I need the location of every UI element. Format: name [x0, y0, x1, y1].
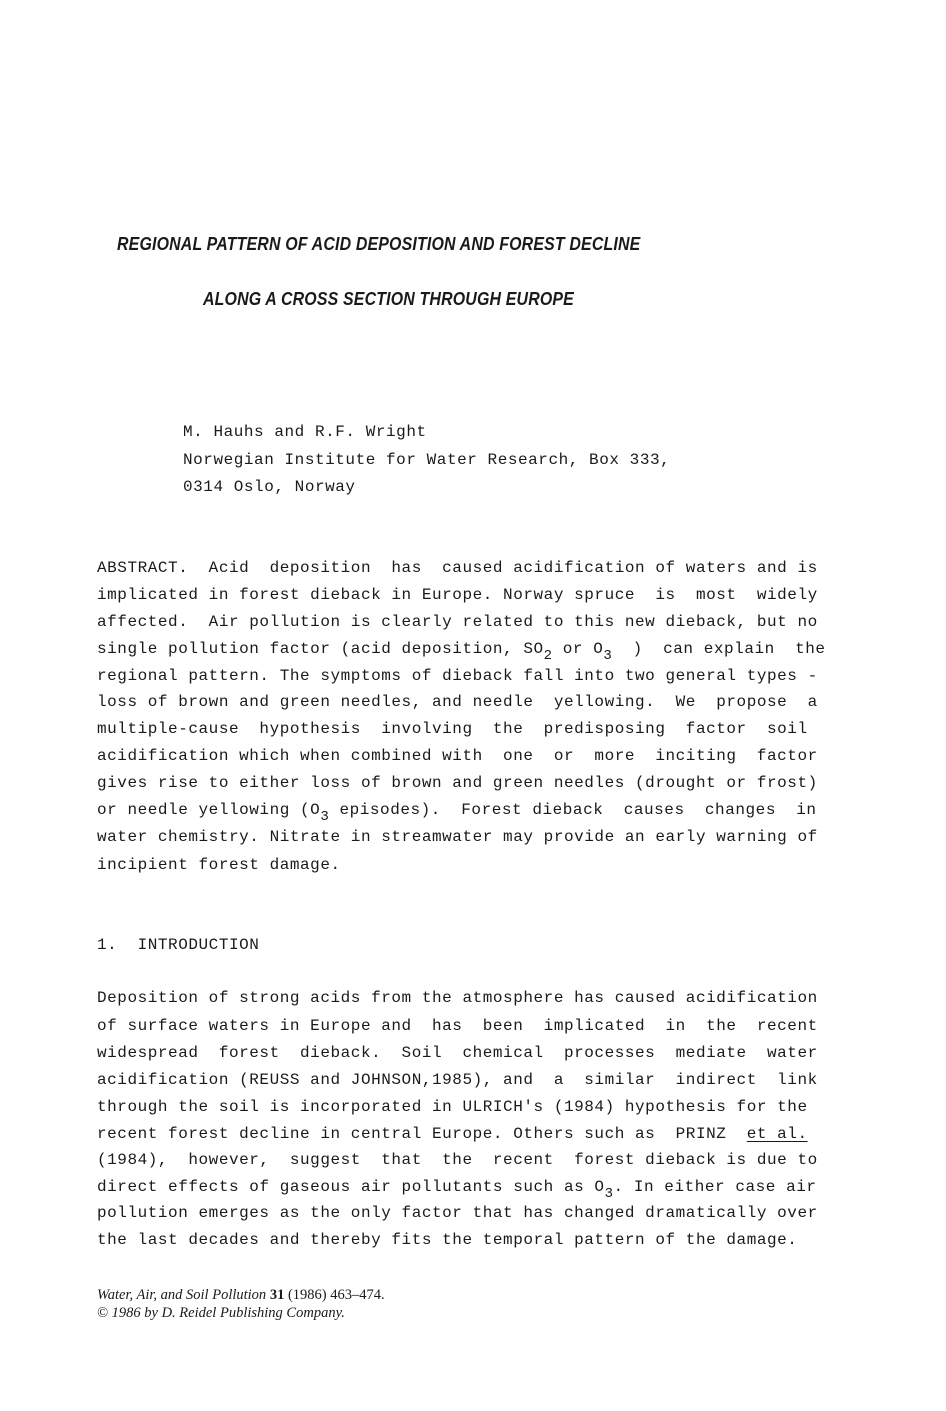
body-line: Deposition of strong acids from the atmosphere has caused acidification	[97, 989, 818, 1007]
subscript: 3	[604, 1186, 614, 1202]
body-line: pollution emerges as the only factor that has changed dramatically over	[97, 1204, 818, 1222]
journal-citation	[97, 1287, 385, 1304]
body-line	[97, 1125, 808, 1143]
title-line-1: REGIONAL PATTERN OF ACID DEPOSITION AND FOREST DECLINE	[117, 233, 641, 254]
authors: M. Hauhs and R.F. Wright	[183, 423, 427, 441]
subscript: 3	[603, 648, 613, 664]
body-line: acidification (REUSS and JOHNSON,1985), and a similar indirect link	[97, 1071, 818, 1089]
copyright: © 1986 by D. Reidel Publishing Company.	[97, 1305, 345, 1321]
abstract-text: or needle yellowing (O	[97, 801, 321, 819]
abstract-line: water chemistry. Nitrate in streamwater may provide an early warning of	[97, 828, 818, 846]
body-line: (1984), however, suggest that the recent forest dieback is due to	[97, 1151, 818, 1169]
abstract-line	[97, 801, 817, 825]
abstract-line: affected. Air pollution is clearly related to this new dieback, but no	[97, 613, 818, 631]
abstract-text: single pollution factor (acid deposition, SO	[97, 640, 544, 658]
abstract-line: regional pattern. The symptoms of dieback fall into two general types -	[97, 667, 818, 685]
subscript: 2	[543, 648, 553, 664]
affiliation-line-2: 0314 Oslo, Norway	[183, 478, 356, 496]
abstract-line: incipient forest damage.	[97, 856, 341, 874]
abstract-text: episodes). Forest dieback causes changes in	[329, 801, 817, 819]
journal-volume: 31	[269, 1287, 285, 1303]
abstract-line: ABSTRACT. Acid deposition has caused acidification of waters and is	[97, 559, 818, 577]
affiliation-line-1: Norwegian Institute for Water Research, Box 333,	[183, 451, 671, 469]
abstract-text: or O	[552, 640, 604, 658]
abstract-text: ) can explain the	[612, 640, 826, 658]
abstract-line: gives rise to either loss of brown and green needles (drought or frost)	[97, 774, 818, 792]
journal-pages: (1986) 463–474.	[284, 1287, 385, 1303]
abstract-line: acidification which when combined with one or more inciting factor	[97, 747, 818, 765]
body-text: recent forest decline in central Europe. Others such as PRINZ	[97, 1125, 747, 1143]
body-line	[97, 1178, 817, 1202]
body-line: the last decades and thereby fits the temporal pattern of the damage.	[97, 1231, 798, 1249]
abstract-line: multiple-cause hypothesis involving the predisposing factor soil	[97, 720, 808, 738]
abstract-line: implicated in forest dieback in Europe. Norway spruce is most widely	[97, 586, 818, 604]
abstract-line	[97, 640, 826, 664]
journal-name: Water, Air, and Soil Pollution	[97, 1287, 267, 1303]
body-text: . In either case air	[613, 1178, 817, 1196]
abstract-line: loss of brown and green needles, and needle yellowing. We propose a	[97, 693, 818, 711]
body-text: direct effects of gaseous air pollutants such as O	[97, 1178, 605, 1196]
body-line: through the soil is incorporated in ULRICH's (1984) hypothesis for the	[97, 1098, 808, 1116]
body-line: widespread forest dieback. Soil chemical processes mediate water	[97, 1044, 818, 1062]
title-line-2: ALONG A CROSS SECTION THROUGH EUROPE	[203, 288, 574, 309]
subscript: 3	[320, 809, 330, 825]
body-line: of surface waters in Europe and has been implicated in the recent	[97, 1017, 818, 1035]
underlined-et-al: et al.	[746, 1125, 808, 1143]
section-heading: 1. INTRODUCTION	[97, 936, 260, 954]
